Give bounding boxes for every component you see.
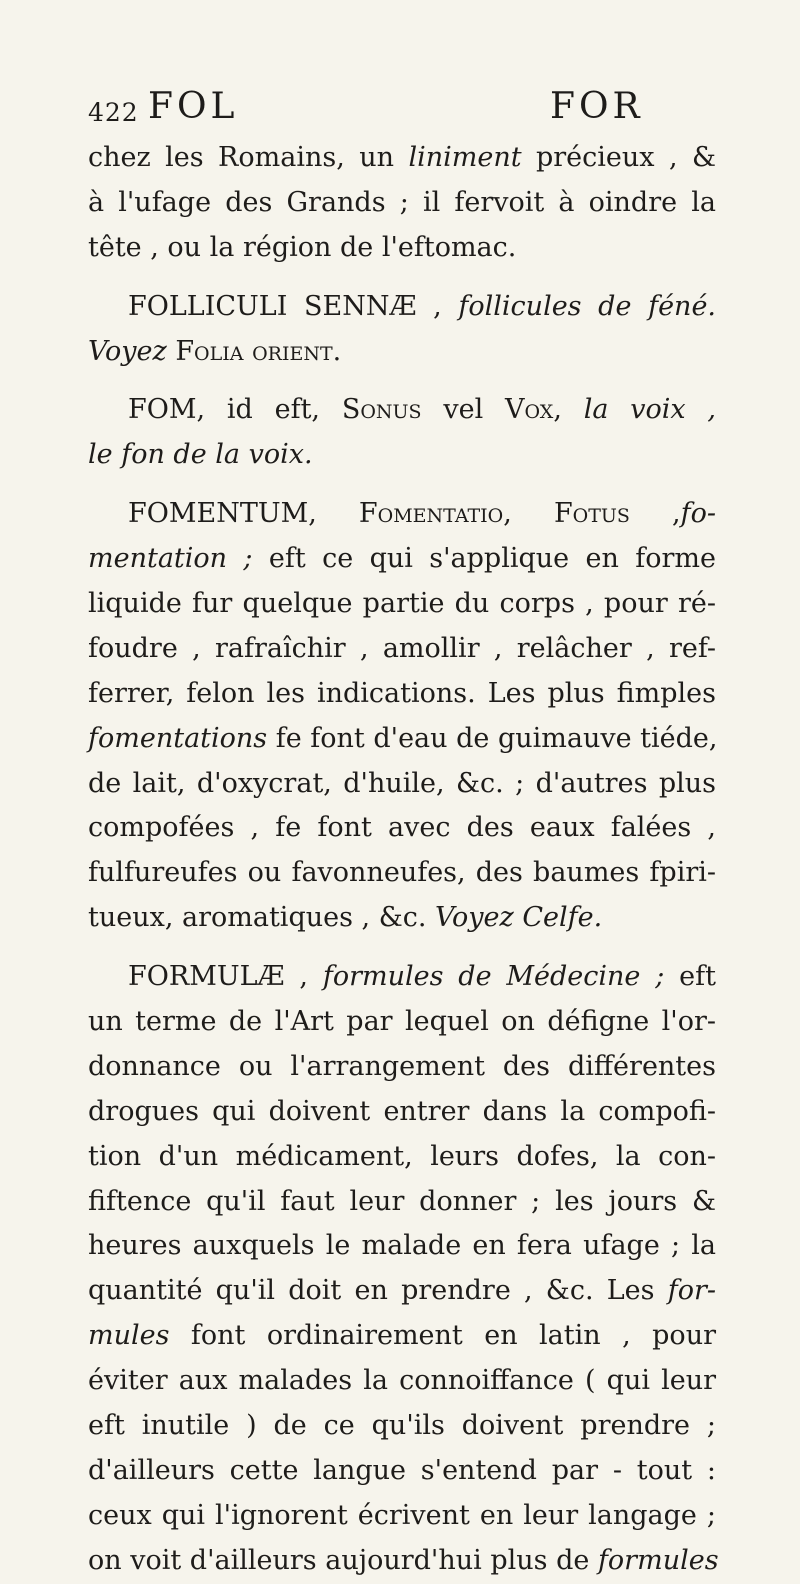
text-run: de lait, d'oxycrat, d'huile, &c. ; d'autres plus	[88, 767, 716, 799]
text-run: fe font d'eau de guimauve tiéde,	[267, 722, 718, 754]
italic-run: Voyez	[88, 335, 167, 367]
text-line	[88, 806, 716, 851]
text-run: liquide fur quelque partie du corps , pour ré-	[88, 588, 716, 620]
text-run: ceux qui l'ignorent écrivent en leur langage ;	[88, 1499, 716, 1531]
text-run: vel	[421, 394, 506, 426]
text-run: fiftence qu'il faut leur donner ; les jours &	[88, 1185, 716, 1217]
text-run: ,	[503, 498, 554, 530]
text-line	[88, 1314, 716, 1359]
text-run: donnance ou l'arrangement des différentes	[88, 1050, 716, 1082]
italic-run: fomentations	[88, 722, 268, 754]
text-line	[88, 1000, 716, 1045]
text-line	[88, 136, 716, 181]
small-caps-run: Folia orient.	[175, 335, 342, 367]
italic-run: formules	[597, 1544, 719, 1576]
text-line	[88, 1224, 716, 1269]
text-run: on voit d'ailleurs aujourd'hui plus de	[88, 1544, 598, 1576]
text-run: eft inutile ) de ce qu'ils doivent prendre ;	[88, 1410, 716, 1442]
text-line	[88, 181, 716, 226]
italic-run: le fon de la voix.	[88, 439, 313, 471]
text-run: FOLLICULI SENNÆ ,	[128, 290, 459, 322]
text-line	[88, 388, 716, 433]
italic-run: la voix ,	[583, 394, 716, 426]
text-run: précieux , &	[521, 142, 716, 173]
text-run: FOMENTUM,	[128, 498, 359, 530]
small-caps-run: Fotus	[553, 498, 630, 530]
text-line	[88, 492, 716, 537]
text-run: drogues qui doivent entrer dans la compofi-	[88, 1095, 716, 1127]
text-line	[88, 1135, 716, 1180]
text-line	[88, 672, 716, 717]
text-run: compofées , fe font avec des eaux falées ,	[88, 812, 716, 844]
italic-run: mentation ;	[88, 543, 253, 575]
text-run: eft	[664, 961, 717, 993]
text-run: heures auxquels le malade en fera ufage ; la	[88, 1230, 716, 1262]
text-line	[88, 285, 716, 330]
text-run: ,	[629, 498, 681, 530]
text-run: un terme de l'Art par lequel on défigne l'or-	[88, 1006, 716, 1038]
page-number: 422	[88, 98, 139, 127]
text-run: d'ailleurs cette langue s'entend par - tout :	[88, 1454, 716, 1486]
paragraph-gap	[88, 478, 716, 492]
text-line	[88, 1449, 716, 1494]
text-line	[88, 627, 716, 672]
text-run: foudre , rafraîchir , amollir , relâcher , ref-	[88, 632, 716, 664]
small-caps-run: Vox	[505, 394, 554, 426]
text-run: FOM, id eft,	[128, 394, 342, 426]
text-run: à l'ufage des Grands ; il fervoit à oindre la	[88, 186, 716, 218]
text-run: ferrer, felon les indications. Les plus fimples	[88, 677, 716, 709]
text-run: quantité qu'il doit en prendre , &c. Les	[88, 1275, 668, 1307]
italic-run: follicules de féné.	[458, 290, 717, 322]
text-run: FORMULÆ ,	[128, 961, 323, 993]
text-line	[88, 1359, 716, 1404]
text-line	[88, 433, 716, 478]
text-run: chez les Romains, un	[88, 142, 409, 173]
text-line	[88, 896, 716, 941]
text-line	[88, 226, 716, 271]
running-head-left: FOL	[148, 86, 239, 127]
paragraph-gap	[88, 941, 716, 955]
text-line	[88, 537, 716, 582]
text-line	[88, 1090, 716, 1135]
italic-run: fo-	[680, 498, 716, 530]
text-line	[88, 851, 716, 896]
text-run: tion d'un médicament, leurs dofes, la con-	[88, 1140, 716, 1172]
text-line	[88, 717, 716, 762]
running-head-right: FOR	[550, 86, 644, 127]
italic-run: formules de Médecine ;	[322, 961, 665, 993]
text-run: eft ce qui s'applique en forme	[252, 543, 716, 575]
text-run: font ordinairement en latin , pour	[169, 1320, 716, 1352]
paragraph-gap	[88, 271, 716, 285]
paragraph-gap	[88, 374, 716, 388]
text-line	[88, 1404, 716, 1449]
text-run: ,	[553, 394, 584, 426]
small-caps-run: Sonus	[341, 394, 422, 426]
body-text	[88, 136, 719, 1584]
text-line	[88, 1180, 716, 1225]
text-line	[88, 582, 716, 627]
italic-run: for-	[667, 1275, 716, 1307]
text-line	[88, 1494, 716, 1539]
italic-run: Voyez Celfe.	[435, 902, 603, 934]
text-run: éviter aux malades la connoiffance ( qui leur	[88, 1365, 716, 1397]
text-run: fulfureufes ou favonneufes, des baumes fpiri-	[88, 857, 716, 889]
text-line	[88, 1269, 716, 1314]
text-line	[88, 1045, 716, 1090]
text-line	[88, 955, 716, 1000]
text-run: tueux, aromatiques , &c.	[88, 902, 436, 934]
page-header	[88, 86, 708, 136]
text-line	[88, 330, 716, 375]
text-run: tête , ou la région de l'eftomac.	[88, 231, 517, 263]
italic-run: liniment	[408, 142, 522, 173]
small-caps-run: Fomentatio	[358, 498, 504, 530]
text-line	[88, 762, 716, 807]
italic-run: mules	[88, 1320, 170, 1352]
text-line	[88, 1539, 719, 1584]
